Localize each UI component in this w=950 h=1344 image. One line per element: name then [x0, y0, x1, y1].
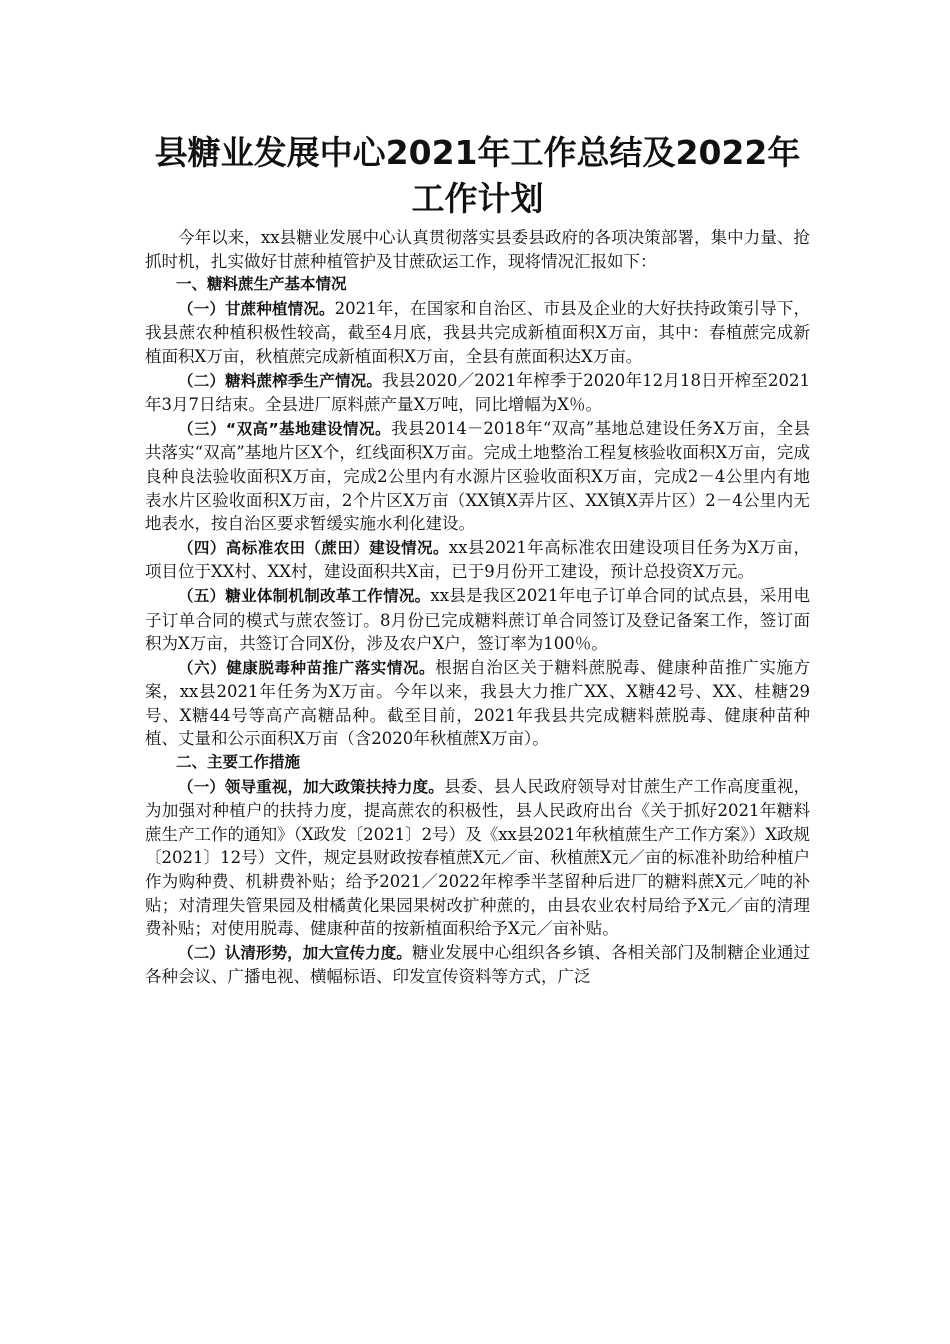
- item-lead: （二）糖料蔗榨季生产情况。: [178, 371, 383, 390]
- section-2-item-1: [145, 775, 810, 941]
- item-text: 糖业发展中心组织各乡镇、各相关部门及制糖企业通过各种会议、广播电视、横幅标语、印发宣传资料等方式，广泛: [145, 942, 810, 987]
- item-lead: （一）领导重视，加大政策扶持力度。: [178, 777, 444, 796]
- item-lead: （五）糖业体制机制改革工作情况。: [178, 586, 431, 605]
- item-text: 我县2020／2021年榨季于2020年12月18日开榨至2021年3月7日结束。全县进厂原料蔗产量X万吨，同比增幅为X％。: [145, 370, 810, 415]
- item-text: 县委、县人民政府领导对甘蔗生产工作高度重视，为加强对种植户的扶持力度，提高蔗农的积极性，县人民政府出台《关于抓好2021年糖料蔗生产工作的通知》（X政发〔2021〕2号）及《xx县2021年秋植蔗生产工作方案》）X政规〔2021〕12号）文件，规定县财政按春植蔗X元／亩、秋植蔗X元／亩的标准补助给种植户作为购种费、机耕费补贴；给予2021／2022年榨季半茎留种后进厂的糖料蔗X元／吨的补贴；对清理失管果园及柑橘黄化果园果树改扩种蔗的，由县农业农村局给予X元／亩的清理费补贴；对使用脱毒、健康种苗的按新植面积给予X元／亩补贴。: [145, 776, 810, 939]
- section-2-item-2: [145, 941, 810, 989]
- item-lead: （二）认清形势，加大宣传力度。: [178, 943, 412, 962]
- item-text: 我县2014－2018年“双高”基地总建设任务X万亩，全县共落实“双高”基地片区X个，红线面积X万亩。完成土地整治工程复核验收面积X万亩，完成良种良法验收面积X万亩，完成2公里内有水源片区验收面积X万亩，完成2－4公里内有地表水片区验收面积X万亩，2个片区X万亩（XX镇X弄片区、XX镇X弄片区）2－4公里内无地表水，按自治区要求暂缓实施水利化建设。: [145, 418, 811, 534]
- item-lead: （三）“双高”基地建设情况。: [178, 419, 391, 438]
- document-title: [145, 130, 810, 222]
- document-page: [145, 130, 810, 989]
- section-1-heading: 一、糖料蔗生产基本情况: [176, 275, 347, 294]
- title-line-2: 工作计划: [411, 179, 544, 218]
- section-1-item-6: [145, 656, 810, 751]
- item-text: 2021年，在国家和自治区、市县及企业的大好扶持政策引导下，我县蔗农种植积极性较高，截至4月底，我县共完成新植面积X万亩，其中：春植蔗完成新植面积X万亩，秋植蔗完成新植面积X万亩，全县有蔗面积达X万亩。: [145, 298, 810, 366]
- section-1-item-5: [145, 584, 810, 656]
- item-text: xx县是我区2021年电子订单合同的试点县，采用电子订单合同的模式与蔗农签订。8月份已完成糖料蔗订单合同签订及登记备案工作，签订面积为X万亩，共签订合同X份，涉及农户X户，签订率为100％。: [145, 585, 810, 654]
- item-text: 根据自治区关于糖料蔗脱毒、健康种苗推广实施方案，xx县2021年任务为X万亩。今年以来，我县大力推广XX、X糖42号、XX、桂糖29号、X糖44号等高产高糖品种。截至目前，2021年我县共完成糖料蔗脱毒、健康种苗种植、丈量和公示面积X万亩（含2020年秋植蔗X万亩）。: [145, 657, 810, 749]
- document-body: [145, 226, 810, 989]
- title-line-1: 县糖业发展中心2021年工作总结及2022年: [154, 133, 801, 172]
- item-lead: （四）高标准农田（蔗田）建设情况。: [178, 538, 449, 557]
- section-1-item-1: [145, 297, 810, 369]
- item-lead: （六）健康脱毒种苗推广落实情况。: [178, 658, 436, 677]
- section-1-item-3: [145, 417, 810, 536]
- section-1-item-4: [145, 536, 810, 584]
- intro-paragraph: 今年以来，xx县糖业发展中心认真贯彻落实县委县政府的各项决策部署，集中力量、抢抓时机，扎实做好甘蔗种植管护及甘蔗砍运工作，现将情况汇报如下：: [145, 228, 810, 271]
- section-1-item-2: [145, 369, 810, 417]
- item-text: xx县2021年高标准农田建设项目任务为X万亩，项目位于XX村、XX村，建设面积共X亩，已于9月份开工建设，预计总投资X万元。: [145, 537, 810, 582]
- item-lead: （一）甘蔗种植情况。: [178, 299, 335, 318]
- section-2-heading: 二、主要工作措施: [176, 753, 301, 772]
